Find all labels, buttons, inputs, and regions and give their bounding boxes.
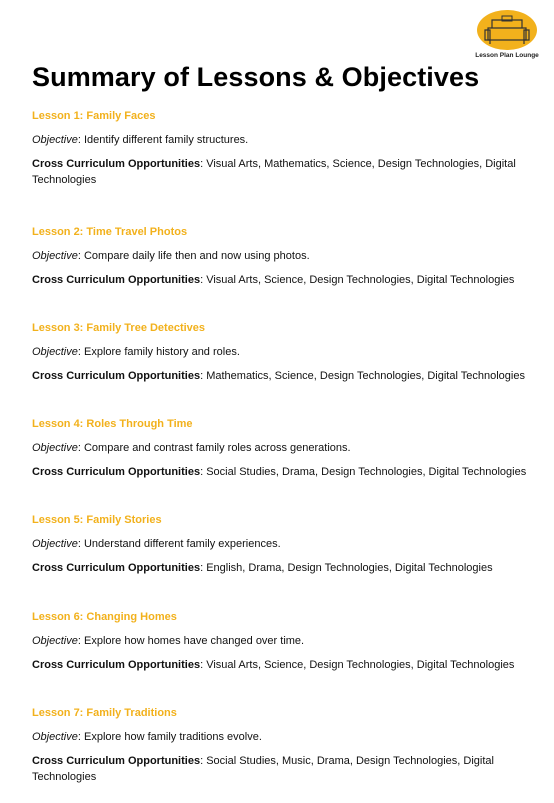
lesson-ccp: Cross Curriculum Opportunities: Visual Arts, Science, Design Technologies, Digital Technologies	[32, 274, 515, 286]
ccp-label: Cross Curriculum Opportunities	[32, 370, 201, 382]
ccp-text: Mathematics, Science, Design Technologies, Digital Technologies	[206, 370, 525, 382]
lesson-objective: Objective: Explore family history and roles.	[32, 346, 240, 358]
objective-label: Objective	[32, 250, 78, 262]
lesson-3	[32, 320, 542, 384]
lesson-title: Lesson 2: Time Travel Photos	[32, 226, 188, 238]
lesson-title: Lesson 1: Family Faces	[32, 110, 156, 122]
lesson-objective: Objective: Explore how family traditions evolve.	[32, 731, 262, 743]
objective-text: Explore how family traditions evolve.	[83, 731, 262, 743]
ccp-label: Cross Curriculum Opportunities	[32, 158, 201, 170]
objective-text: Compare daily life then and now using photos.	[83, 250, 310, 262]
objective-label: Objective	[32, 635, 78, 647]
objective-label: Objective	[32, 442, 78, 454]
lesson-title: Lesson 3: Family Tree Detectives	[32, 322, 206, 334]
lesson-ccp: Cross Curriculum Opportunities: Visual Arts, Science, Design Technologies, Digital Technologies	[32, 659, 515, 671]
lesson-ccp: Cross Curriculum Opportunities: Social Studies, Drama, Design Technologies, Digital Technologies	[32, 466, 527, 478]
page-title: Summary of Lessons & Objectives	[32, 62, 480, 92]
lesson-objective: Objective: Compare daily life then and now using photos.	[32, 250, 310, 262]
ccp-text: English, Drama, Design Technologies, Digital Technologies	[206, 562, 493, 574]
lesson-title: Lesson 5: Family Stories	[32, 514, 162, 526]
ccp-label: Cross Curriculum Opportunities	[32, 659, 201, 671]
objective-text: Explore family history and roles.	[83, 346, 240, 358]
objective-text: Explore how homes have changed over time.	[83, 635, 305, 647]
lesson-objective: Objective: Explore how homes have changed over time.	[32, 635, 305, 647]
ccp-text: Visual Arts, Science, Design Technologies, Digital Technologies	[206, 274, 515, 286]
lesson-ccp: Cross Curriculum Opportunities: Social Studies, Music, Drama, Design Technologies, Digital Technologies	[32, 755, 494, 783]
lesson-title: Lesson 6: Changing Homes	[32, 611, 177, 623]
objective-label: Objective	[32, 731, 78, 743]
lesson-1	[32, 108, 542, 188]
lesson-4	[32, 416, 542, 480]
lesson-ccp: Cross Curriculum Opportunities: Visual Arts, Mathematics, Science, Design Technologies, Digital Technologies	[32, 158, 516, 186]
ccp-text: Social Studies, Drama, Design Technologies, Digital Technologies	[206, 466, 527, 478]
lesson-title: Lesson 4: Roles Through Time	[32, 418, 193, 430]
ccp-label: Cross Curriculum Opportunities	[32, 274, 201, 286]
ccp-text: Visual Arts, Mathematics, Science, Design Technologies, Digital Technologies	[32, 158, 516, 186]
lesson-ccp: Cross Curriculum Opportunities: Mathematics, Science, Design Technologies, Digital Technologies	[32, 370, 525, 382]
lesson-5	[32, 512, 542, 576]
lesson-7	[32, 705, 542, 785]
lesson-2	[32, 224, 542, 288]
objective-text: Understand different family experiences.	[83, 538, 281, 550]
objective-text: Identify different family structures.	[83, 134, 249, 146]
objective-text: Compare and contrast family roles across generations.	[83, 442, 351, 454]
ccp-label: Cross Curriculum Opportunities	[32, 755, 201, 767]
lesson-objective: Objective: Identify different family structures.	[32, 134, 249, 146]
ccp-text: Visual Arts, Science, Design Technologies, Digital Technologies	[206, 659, 515, 671]
brand-name: Lesson Plan Lounge	[475, 52, 539, 59]
ccp-label: Cross Curriculum Opportunities	[32, 466, 201, 478]
lesson-title: Lesson 7: Family Traditions	[32, 707, 177, 719]
lesson-list	[32, 108, 542, 785]
objective-label: Objective	[32, 538, 78, 550]
objective-label: Objective	[32, 134, 78, 146]
lesson-objective: Objective: Compare and contrast family roles across generations.	[32, 442, 351, 454]
lesson-objective: Objective: Understand different family experiences.	[32, 538, 281, 550]
ccp-label: Cross Curriculum Opportunities	[32, 562, 201, 574]
brand-logo	[474, 8, 540, 62]
objective-label: Objective	[32, 346, 78, 358]
ccp-text: Social Studies, Music, Drama, Design Technologies, Digital Technologies	[32, 755, 494, 783]
lesson-ccp: Cross Curriculum Opportunities: English, Drama, Design Technologies, Digital Technologies	[32, 562, 493, 574]
lesson-6	[32, 609, 542, 673]
sofa-icon	[474, 8, 540, 52]
